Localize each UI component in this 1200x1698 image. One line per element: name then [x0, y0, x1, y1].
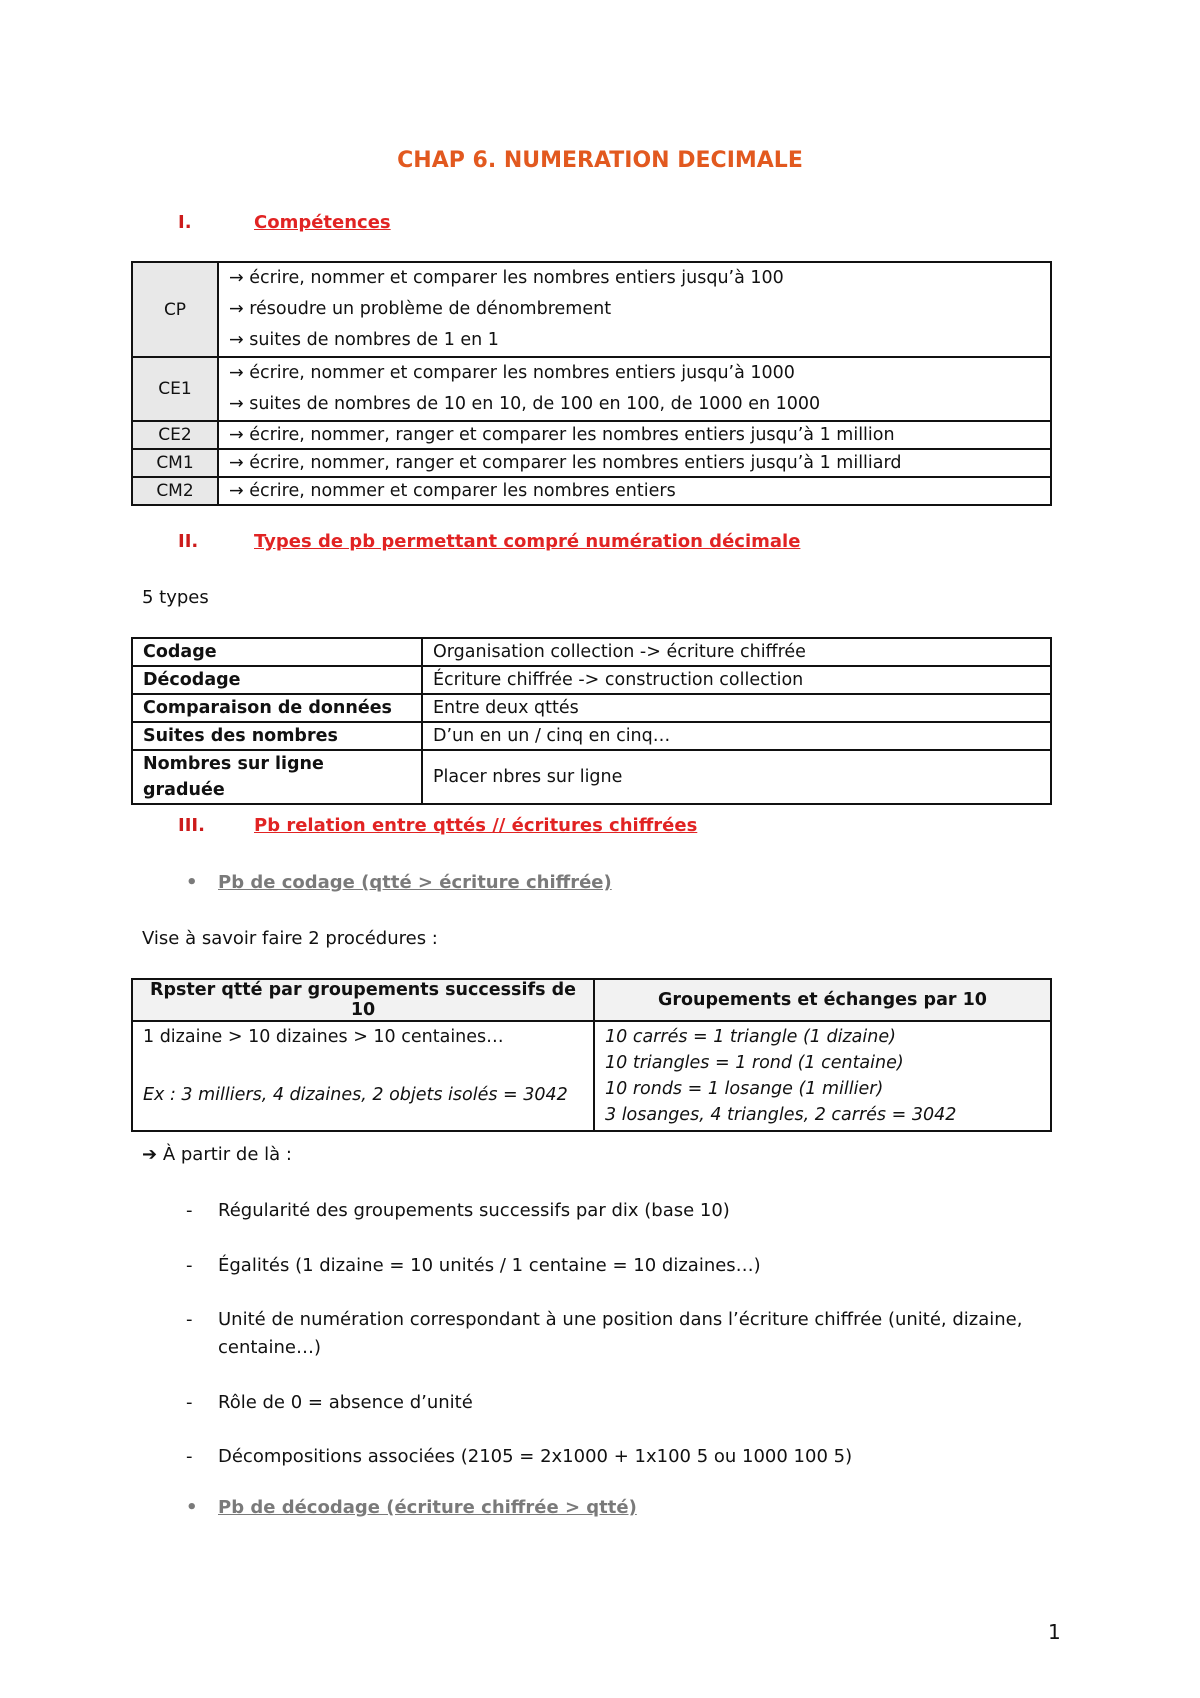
section-number: I.: [178, 212, 192, 233]
desc-cell: → écrire, nommer, ranger et comparer les nombres entiers jusqu’à 1 million: [218, 421, 1051, 449]
dash-marker: -: [186, 1392, 193, 1413]
right-arrow-icon: ➔: [142, 1144, 158, 1165]
procedure-line: 10 carrés = 1 triangle (1 dizaine): [605, 1027, 896, 1047]
section-label: Pb relation entre qttés // écritures chiffrées: [254, 815, 698, 836]
desc-cell: → écrire, nommer, ranger et comparer les nombres entiers jusqu’à 1 milliard: [218, 449, 1051, 477]
type-desc: Placer nbres sur ligne: [422, 750, 1051, 804]
dash-marker: -: [186, 1446, 193, 1467]
level-cell: CP: [132, 262, 218, 357]
section-number: II.: [178, 531, 199, 552]
competence-item: → écrire, nommer et comparer les nombres entiers jusqu’à 1000: [229, 363, 795, 383]
table-row: [132, 694, 1051, 722]
section-number: III.: [178, 815, 205, 836]
type-desc: Organisation collection -> écriture chiffrée: [422, 638, 1051, 666]
section-heading-2: [178, 531, 800, 552]
table-header-row: [132, 979, 1051, 1021]
section-label: Types de pb permettant compré numération décimale: [254, 531, 801, 552]
types-table: [131, 637, 1052, 805]
level-cell: CM2: [132, 477, 218, 505]
level-cell: CM1: [132, 449, 218, 477]
arrow-intro: [142, 1144, 292, 1165]
table-row: [132, 1021, 1051, 1131]
desc-cell: [218, 357, 1051, 421]
type-desc: D’un en un / cinq en cinq…: [422, 722, 1051, 750]
procedures-intro: Vise à savoir faire 2 procédures :: [142, 928, 438, 949]
list-item-text: Unité de numération correspondant à une position dans l’écriture chiffrée (unité, dizaine, centaine…): [218, 1309, 1023, 1358]
dash-marker: -: [186, 1255, 193, 1276]
bullet-label: Pb de décodage (écriture chiffrée > qtté): [218, 1497, 637, 1518]
table-row: [132, 666, 1051, 694]
level-cell: CE1: [132, 357, 218, 421]
bullet-decodage: [186, 1497, 637, 1518]
procedures-table: [131, 978, 1052, 1132]
desc-cell: [218, 262, 1051, 357]
type-name: Décodage: [132, 666, 422, 694]
table-row: [132, 421, 1051, 449]
table-row: [132, 477, 1051, 505]
procedure-text: 1 dizaine > 10 dizaines > 10 centaines…: [143, 1027, 504, 1047]
type-desc: Entre deux qttés: [422, 694, 1051, 722]
bullet-icon: •: [186, 872, 198, 893]
dash-marker: -: [186, 1200, 193, 1221]
competences-table: [131, 261, 1052, 506]
competence-item: → écrire, nommer et comparer les nombres entiers jusqu’à 100: [229, 268, 784, 288]
type-desc: Écriture chiffrée -> construction collection: [422, 666, 1051, 694]
bullet-label: Pb de codage (qtté > écriture chiffrée): [218, 872, 612, 893]
competence-item: → suites de nombres de 10 en 10, de 100 en 100, de 1000 en 1000: [229, 394, 821, 414]
type-name: Suites des nombres: [132, 722, 422, 750]
list-item: [186, 1443, 1046, 1471]
level-cell: CE2: [132, 421, 218, 449]
list-item-text: Égalités (1 dizaine = 10 unités / 1 centaine = 10 dizaines…): [218, 1255, 761, 1276]
list-item: [186, 1252, 1046, 1280]
list-item-text: Décompositions associées (2105 = 2x1000 + 1x100 5 ou 1000 100 5): [218, 1446, 853, 1467]
column-header: Rpster qtté par groupements successifs de 10: [132, 979, 594, 1021]
table-row: [132, 638, 1051, 666]
procedure-line: 3 losanges, 4 triangles, 2 carrés = 3042: [605, 1105, 957, 1125]
dash-marker: -: [186, 1309, 193, 1330]
types-intro: 5 types: [142, 587, 209, 608]
procedure-right-cell: [594, 1021, 1051, 1131]
arrow-text: À partir de là :: [162, 1144, 292, 1165]
list-item: [186, 1197, 1046, 1225]
procedure-line: 10 ronds = 1 losange (1 millier): [605, 1079, 884, 1099]
table-row: [132, 750, 1051, 804]
list-item: [186, 1389, 1046, 1417]
type-name: Codage: [132, 638, 422, 666]
section-heading-1: [178, 212, 391, 233]
table-row: [132, 722, 1051, 750]
competence-item: → suites de nombres de 1 en 1: [229, 330, 499, 350]
desc-cell: → écrire, nommer et comparer les nombres entiers: [218, 477, 1051, 505]
section-label: Compétences: [254, 212, 391, 233]
list-item: [186, 1306, 1046, 1362]
competence-item: → résoudre un problème de dénombrement: [229, 299, 612, 319]
table-row: [132, 449, 1051, 477]
list-item-text: Régularité des groupements successifs par dix (base 10): [218, 1200, 730, 1221]
type-name: Comparaison de données: [132, 694, 422, 722]
table-row: [132, 357, 1051, 421]
bullet-icon: •: [186, 1497, 198, 1518]
type-name: Nombres sur ligne graduée: [132, 750, 422, 804]
procedure-line: 10 triangles = 1 rond (1 centaine): [605, 1053, 904, 1073]
page-title: CHAP 6. NUMERATION DECIMALE: [397, 148, 803, 173]
table-row: [132, 262, 1051, 357]
column-header: Groupements et échanges par 10: [594, 979, 1051, 1021]
procedure-example: Ex : 3 milliers, 4 dizaines, 2 objets isolés = 3042: [143, 1085, 568, 1105]
bullet-codage: [186, 872, 612, 893]
procedure-left-cell: [132, 1021, 594, 1131]
list-item-text: Rôle de 0 = absence d’unité: [218, 1392, 473, 1413]
page-number: 1: [1048, 1620, 1061, 1644]
section-heading-3: [178, 815, 697, 836]
